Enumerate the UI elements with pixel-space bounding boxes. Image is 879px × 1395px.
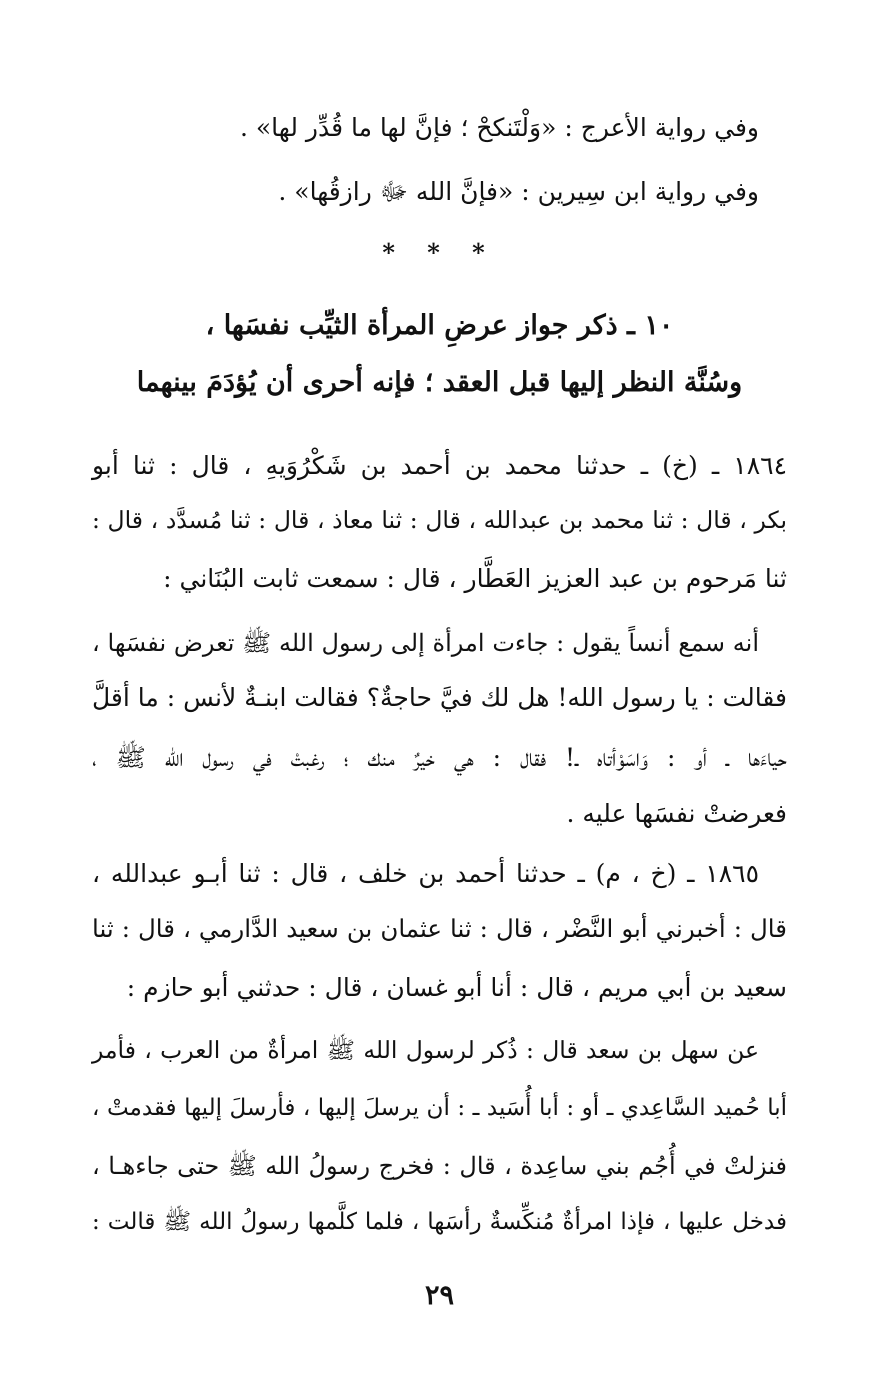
page-number: ٢٩ bbox=[424, 1280, 454, 1311]
hadith-1865-matn-line-4: فدخل عليها ، فإذا امرأةٌ مُنكِّسةٌ رأسَها ، فلما كلَّمها رسولُ الله ﷺ قالت : bbox=[92, 1209, 787, 1235]
hadith-1865-isnad-line-1: ١٨٦٥ ـ (خ ، م) ـ حدثنا أحمد بن خلف ، قال : ثنا أبـو عبدالله ، bbox=[92, 859, 759, 888]
chapter-heading-line-1: ١٠ ـ ذكر جواز عرضِ المرأة الثيِّب نفسَها ، bbox=[205, 310, 674, 341]
hadith-1865-matn-line-2: أبا حُميد السَّاعِدي ـ أو : أبا أُسَيد ـ : أن يرسلَ إليها ، فأرسلَ إليها فقدمتْ ، bbox=[92, 1095, 787, 1121]
hadith-1865-isnad-line-2: قال : أخبرني أبو النَّضْر ، قال : ثنا عثمان بن سعيد الدَّارمي ، قال : ثنا bbox=[92, 914, 787, 943]
hadith-1865-matn-line-1: عن سهل بن سعد قال : ذُكر لرسول الله ﷺ امرأةٌ من العرب ، فأمر bbox=[92, 1036, 759, 1064]
chapter-heading-line-2: وسُنَّة النظر إليها قبل العقد ؛ فإنه أحرى أن يُؤدَمَ بينهما bbox=[136, 367, 743, 398]
hadith-1864-matn-line-3: حياءَها ـ أو : وَاسَوْأتاه ـ! فقال : هي خيرٌ منك ؛ رغبتْ في رسول الله ﷺ ، bbox=[92, 743, 787, 772]
intro-line-1: وفي رواية الأعرج : «وَلْتَنكحْ ؛ فإنَّ لها ما قُدِّر لها» . bbox=[239, 113, 759, 142]
hadith-1864-isnad-line-3: ثنا مَرحوم بن عبد العزيز العَطَّار ، قال : سمعت ثابت البُنَاني : bbox=[163, 564, 787, 593]
hadith-1864-matn-line-4: فعرضتْ نفسَها عليه . bbox=[566, 799, 787, 828]
hadith-1864-isnad-line-1: ١٨٦٤ ـ (خ) ـ حدثنا محمد بن أحمد بن شَكْرُوَيهِ ، قال : ثنا أبو bbox=[92, 451, 787, 480]
section-separator: * * * bbox=[382, 238, 497, 267]
hadith-1865-isnad-line-3: سعيد بن أبي مريم ، قال : أنا أبو غسان ، قال : حدثني أبو حازم : bbox=[126, 973, 787, 1002]
hadith-1864-matn-line-2: فقالت : يا رسول الله! هل لك فيَّ حاجةٌ؟ فقالت ابنـةٌ لأنس : ما أقلَّ bbox=[92, 683, 787, 712]
hadith-1864-matn-line-1: أنه سمع أنساً يقول : جاءت امرأة إلى رسول الله ﷺ تعرض نفسَها ، bbox=[92, 629, 759, 657]
hadith-1865-matn-line-3: فنزلتْ في أُجُم بني ساعِدة ، قال : فخرج رسولُ الله ﷺ حتى جاءهـا ، bbox=[92, 1152, 787, 1180]
intro-line-2: وفي رواية ابن سِيرين : «فإنَّ الله ﷻ رازقُها» . bbox=[278, 177, 759, 206]
hadith-1864-isnad-line-2: بكر ، قال : ثنا محمد بن عبدالله ، قال : ثنا معاذ ، قال : ثنا مُسدَّد ، قال : bbox=[92, 506, 787, 534]
